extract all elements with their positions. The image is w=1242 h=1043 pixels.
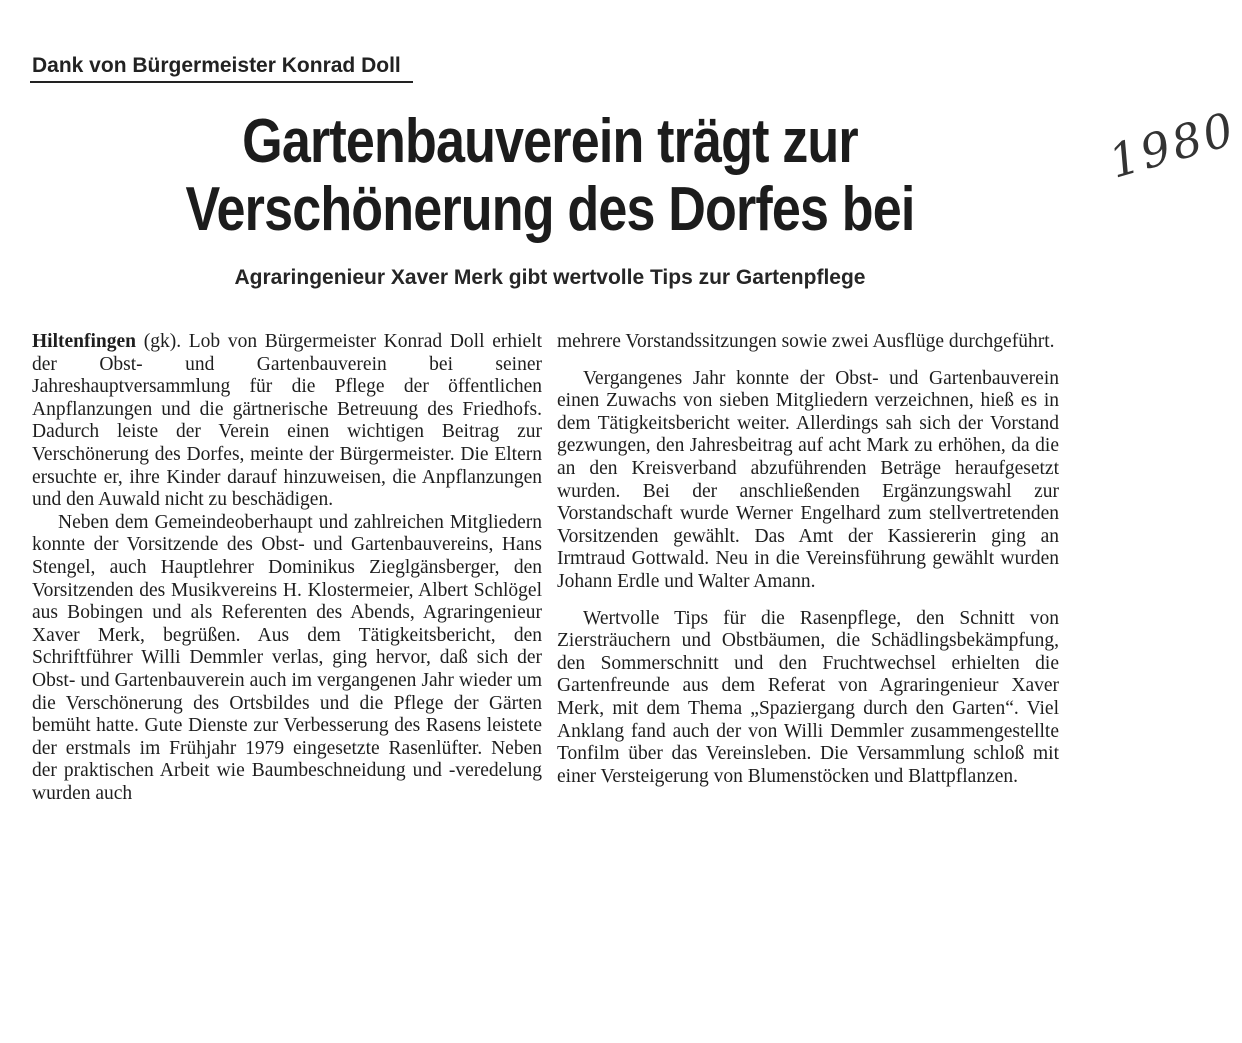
left-column xyxy=(32,331,542,805)
handwritten-year-note: 1980 xyxy=(1103,101,1242,189)
dateline: Hiltenfingen xyxy=(32,331,137,352)
subheadline: Agraringenieur Xaver Merk gibt wertvolle Tips zur Gartenpflege xyxy=(234,266,866,289)
headline-line-2: Verschönerung des Dorfes bei xyxy=(185,175,915,244)
kicker: Dank von Bürgermeister Konrad Doll xyxy=(30,54,413,83)
right-paragraph-1: mehrere Vorstandssitzungen sowie zwei Ausflüge durchgeführt. xyxy=(557,331,1055,352)
right-paragraph-3: Wertvolle Tips für die Rasenpflege, den Schnitt von Ziersträuchern und Obstbäumen, die Schädlingsbekämpfung, den Sommerschnitt und den Fruchtwechsel erhielten die Gartenfreunde aus dem Referat von Agraringenieur Xaver Merk, mit dem Thema „Spaziergang durch den Garten“. Viel Anklang fand auch der von Willi Demmler zusammengestellte Tonfilm über das Vereinsleben. Die Versammlung schloß mit einer Versteigerung von Blumenstöcken und Blattpflanzen. xyxy=(557,607,1059,787)
left-paragraph-1-text: (gk). Lob von Bürgermeister Konrad Doll erhielt der Obst- und Gartenbauverein bei seiner Jahreshauptversammlung für die Pflege der öffentlichen Anpflanzungen und die gärtnerische Betreuung des Friedhofs. Dadurch leiste der Verein einen wichtigen Beitrag zur Verschönerung des Dorfes, meinte der Bürgermeister. Die Eltern ersuchte er, ihre Kinder darauf hinzuweisen, die Anpflanzungen und den Auwald nicht zu beschädigen. xyxy=(32,331,542,511)
headline xyxy=(88,108,1012,244)
right-column xyxy=(557,331,1059,788)
headline-line-1: Gartenbauverein trägt zur xyxy=(242,107,858,176)
left-paragraph-1 xyxy=(32,331,542,512)
left-paragraph-2: Neben dem Gemeindeoberhaupt und zahlreichen Mitgliedern konnte der Vorsitzende des Obst- und Gartenbauvereins, Hans Stengel, auch Hauptlehrer Dominikus Zieglgänsberger, den Vorsitzenden des Musikvereins H. Klostermeier, Albert Schlögel aus Bobingen und als Referenten des Abends, Agraringenieur Xaver Merk, begrüßen. Aus dem Tätigkeitsbericht, den Schriftführer Willi Demmler verlas, ging hervor, daß sich der Obst- und Gartenbauverein auch im vergangenen Jahr wieder um die Verschönerung des Ortsbildes und die Pflege der Gärten bemüht hatte. Gute Dienste zur Verbesserung des Rasens leistete der erstmals im Frühjahr 1979 eingesetzte Rasenlüfter. Neben der praktischen Arbeit wie Baumbeschneidung und -veredelung wurden auch xyxy=(32,511,542,804)
right-paragraph-2: Vergangenes Jahr konnte der Obst- und Gartenbauverein einen Zuwachs von sieben Mitgliedern verzeichnen, hieß es in dem Tätigkeitsbericht weiter. Allerdings sah sich der Vorstand gezwungen, den Jahresbeitrag auf acht Mark zu erhöhen, da die an den Kreisverband abzuführenden Beträge heraufgesetzt wurden. Bei der anschließenden Ergänzungswahl zur Vorstandschaft wurde Werner Engelhard zum stellvertretenden Vorsitzenden gewählt. Das Amt der Kassiererin ging an Irmtraud Gottwald. Neu in die Vereinsführung gewählt wurden Johann Erdle und Walter Amann. xyxy=(557,367,1059,592)
